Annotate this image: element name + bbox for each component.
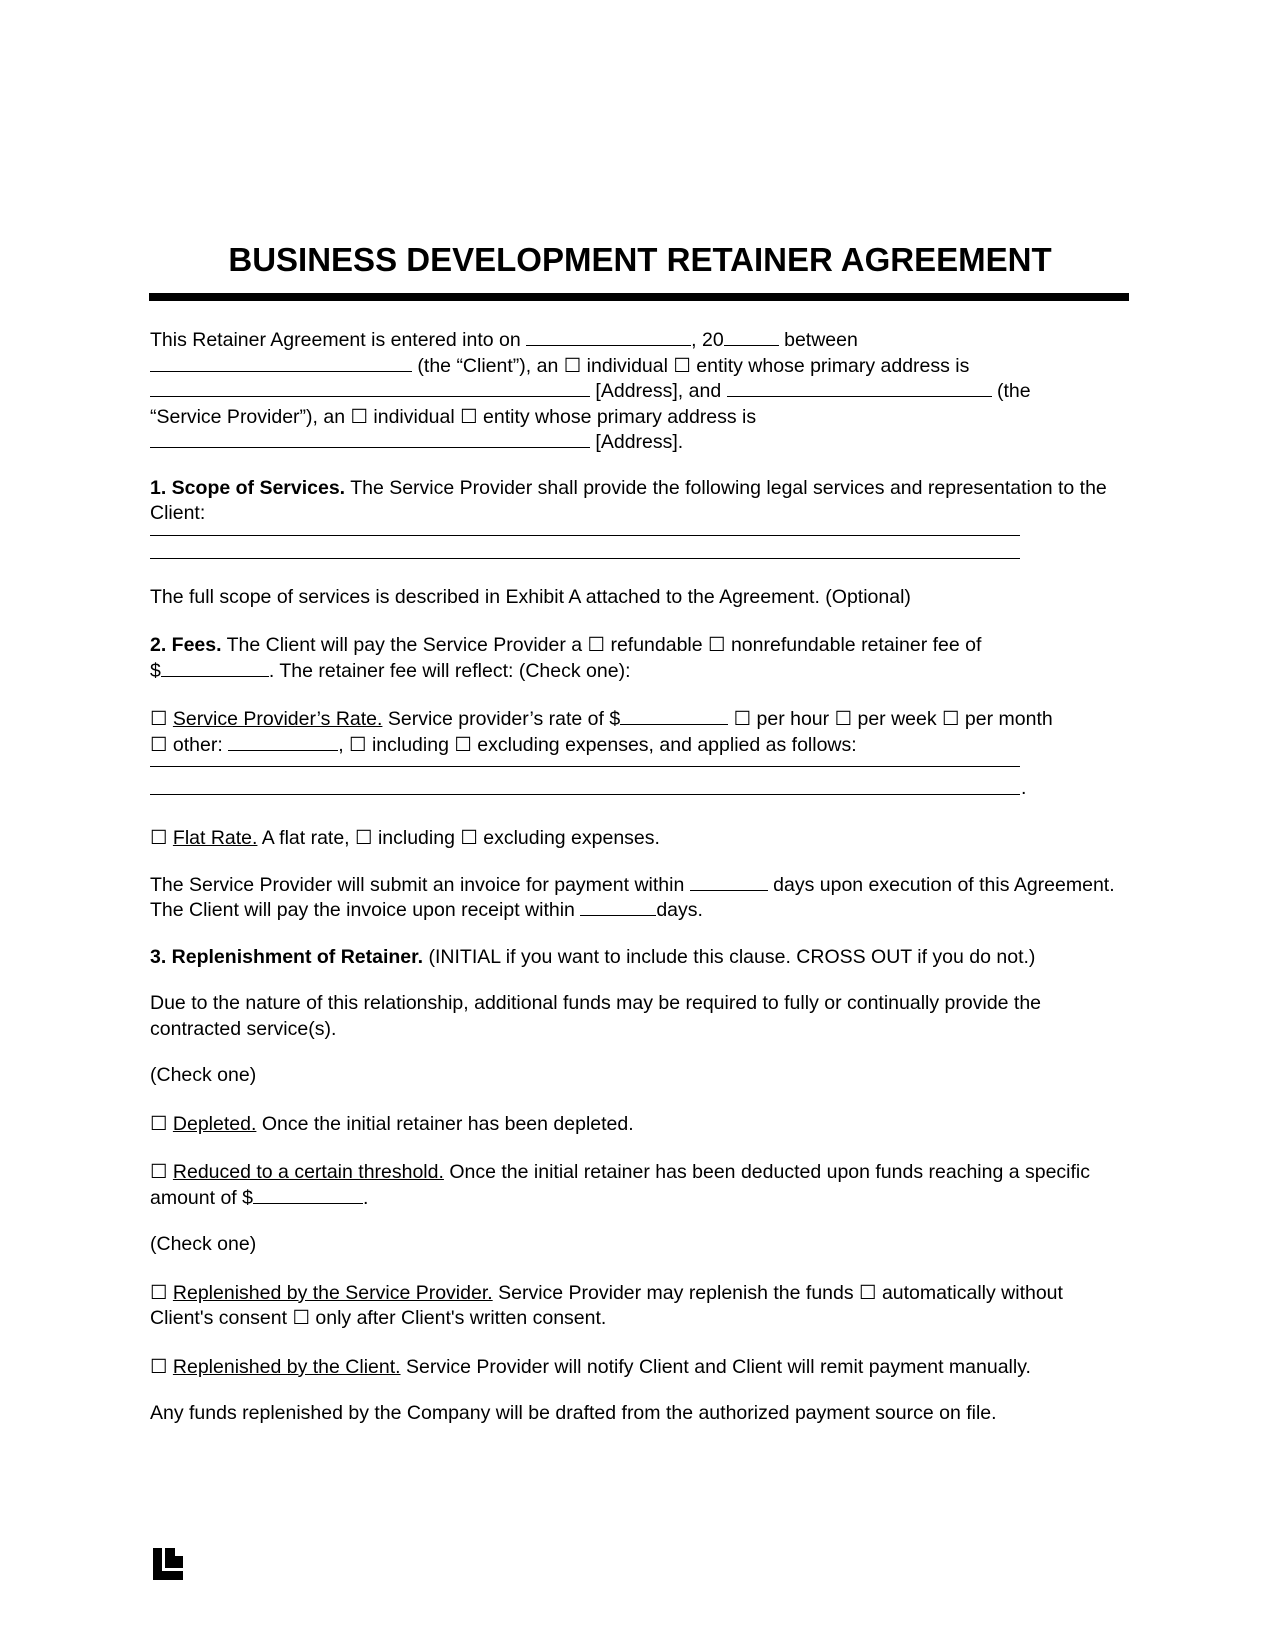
reduced-label: Reduced to a certain threshold. [172, 1161, 444, 1183]
scope-line-2[interactable] [150, 550, 1020, 559]
year-blank[interactable] [724, 329, 779, 346]
checkbox-client-entity[interactable]: ☐ [673, 354, 691, 377]
checkbox-flat-rate[interactable]: ☐ [150, 827, 168, 849]
client-address-blank[interactable] [150, 380, 590, 397]
document-logo-icon [153, 1548, 183, 1580]
replenished-provider-label: Replenished by the Service Provider. [172, 1281, 493, 1304]
rate-label: Service Provider’s Rate. [172, 708, 383, 730]
check-one-2: (Check one) [150, 1233, 257, 1255]
section-2-heading: 2. Fees. [150, 634, 222, 656]
provider-name-blank[interactable] [727, 380, 992, 397]
section-3-replenishment: 3. Replenishment of Retainer. (INITIAL if you want to include this clause. CROSS OUT if you do not.) [150, 945, 1036, 968]
client-name-blank[interactable] [150, 355, 412, 372]
reduced-option: ☐ Reduced to a certain threshold. Once the initial retainer has been deducted upon funds reaching a specific amount of $ . [150, 1161, 1091, 1209]
checkbox-reduced[interactable]: ☐ [150, 1161, 168, 1183]
applied-line-2[interactable] [150, 786, 1020, 795]
checkbox-rate-including[interactable]: ☐ [349, 733, 367, 756]
checkbox-rate[interactable]: ☐ [150, 708, 168, 730]
depleted-option: ☐ Depleted. Once the initial retainer has been depleted. [150, 1112, 634, 1135]
checkbox-nonrefundable[interactable]: ☐ [708, 634, 726, 656]
rate-option: ☐ Service Provider’s Rate. Service provider’s rate of $ ☐ per hour ☐ per week ☐ per month ☐ other: , ☐ including ☐ excluding expenses, and applied as follows: [150, 708, 1053, 756]
check-one-1: (Check one) [150, 1064, 257, 1086]
checkbox-provider-individual[interactable]: ☐ [350, 405, 368, 428]
checkbox-only-after[interactable]: ☐ [292, 1307, 310, 1329]
checkbox-other[interactable]: ☐ [150, 733, 168, 756]
checkbox-per-week[interactable]: ☐ [834, 708, 853, 730]
invoice-days-blank[interactable] [690, 874, 768, 891]
checkbox-client-individual[interactable]: ☐ [563, 354, 582, 377]
other-blank[interactable] [228, 734, 338, 751]
applied-line-2-row: . [150, 781, 1125, 795]
checkbox-refundable[interactable]: ☐ [587, 634, 606, 656]
applied-line-1[interactable] [150, 758, 1020, 767]
replenished-client-option: ☐ Replenished by the Client. Service Provider will notify Client and Client will remit payment manually. [150, 1355, 1031, 1378]
retainer-fee-blank[interactable] [161, 660, 269, 677]
threshold-amount-blank[interactable] [253, 1187, 363, 1204]
checkbox-rate-excluding[interactable]: ☐ [454, 733, 472, 756]
checkbox-depleted[interactable]: ☐ [150, 1112, 168, 1135]
receipt-days-blank[interactable] [580, 899, 656, 916]
rate-amount-blank[interactable] [620, 708, 728, 725]
invoice-paragraph: The Service Provider will submit an invoice for payment within days upon execution of this Agreement. The Client will pay the invoice upon receipt within days. [150, 873, 1115, 921]
checkbox-provider-entity[interactable]: ☐ [460, 405, 478, 428]
document-body [150, 328, 1125, 1427]
section-2-fees: 2. Fees. The Client will pay the Service Provider a ☐ refundable ☐ nonrefundable retainer fee of $ . The retainer fee will reflect: (Check one): [150, 634, 982, 682]
checkbox-replenished-client[interactable]: ☐ [150, 1355, 168, 1378]
due-paragraph: Due to the nature of this relationship, additional funds may be required to fully or continually provide the contracted service(s). [150, 992, 1042, 1040]
checkbox-automatically[interactable]: ☐ [859, 1281, 877, 1304]
any-funds-paragraph: Any funds replenished by the Company will be drafted from the authorized payment source on file. [150, 1402, 997, 1424]
replenished-client-label: Replenished by the Client. [172, 1355, 401, 1378]
scope-line-1[interactable] [150, 527, 1020, 536]
date-blank[interactable] [526, 329, 691, 346]
checkbox-per-month[interactable]: ☐ [942, 708, 960, 730]
section-1-heading: 1. Scope of Services. [150, 476, 346, 499]
section-3-heading: 3. Replenishment of Retainer. [150, 945, 424, 968]
section-1-scope: 1. Scope of Services. The Service Provider shall provide the following legal services and representation to the Client: [150, 476, 1107, 524]
flat-rate-label: Flat Rate. [172, 827, 258, 849]
checkbox-per-hour[interactable]: ☐ [733, 708, 752, 730]
flat-rate-option: ☐ Flat Rate. A flat rate, ☐ including ☐ excluding expenses. [150, 827, 660, 849]
replenished-provider-option: ☐ Replenished by the Service Provider. Service Provider may replenish the funds ☐ automatically without Client's consent ☐ only after Client's written consent. [150, 1281, 1063, 1329]
checkbox-flat-excluding[interactable]: ☐ [460, 827, 478, 849]
exhibit-note: The full scope of services is described in Exhibit A attached to the Agreement. (Optional) [150, 585, 911, 608]
title-rule [149, 293, 1129, 301]
provider-address-blank[interactable] [150, 431, 590, 448]
checkbox-replenished-provider[interactable]: ☐ [150, 1281, 168, 1304]
checkbox-flat-including[interactable]: ☐ [355, 827, 373, 849]
intro-paragraph: This Retainer Agreement is entered into on , 20 between (the “Client”), an ☐ individual ☐ entity whose primary address is [Address], and (the “Service Provider”), an ☐ individual ☐ entity whose primary address is [Address]. [150, 329, 1031, 453]
depleted-label: Depleted. [172, 1112, 257, 1135]
document-title: BUSINESS DEVELOPMENT RETAINER AGREEMENT [228, 241, 1052, 278]
